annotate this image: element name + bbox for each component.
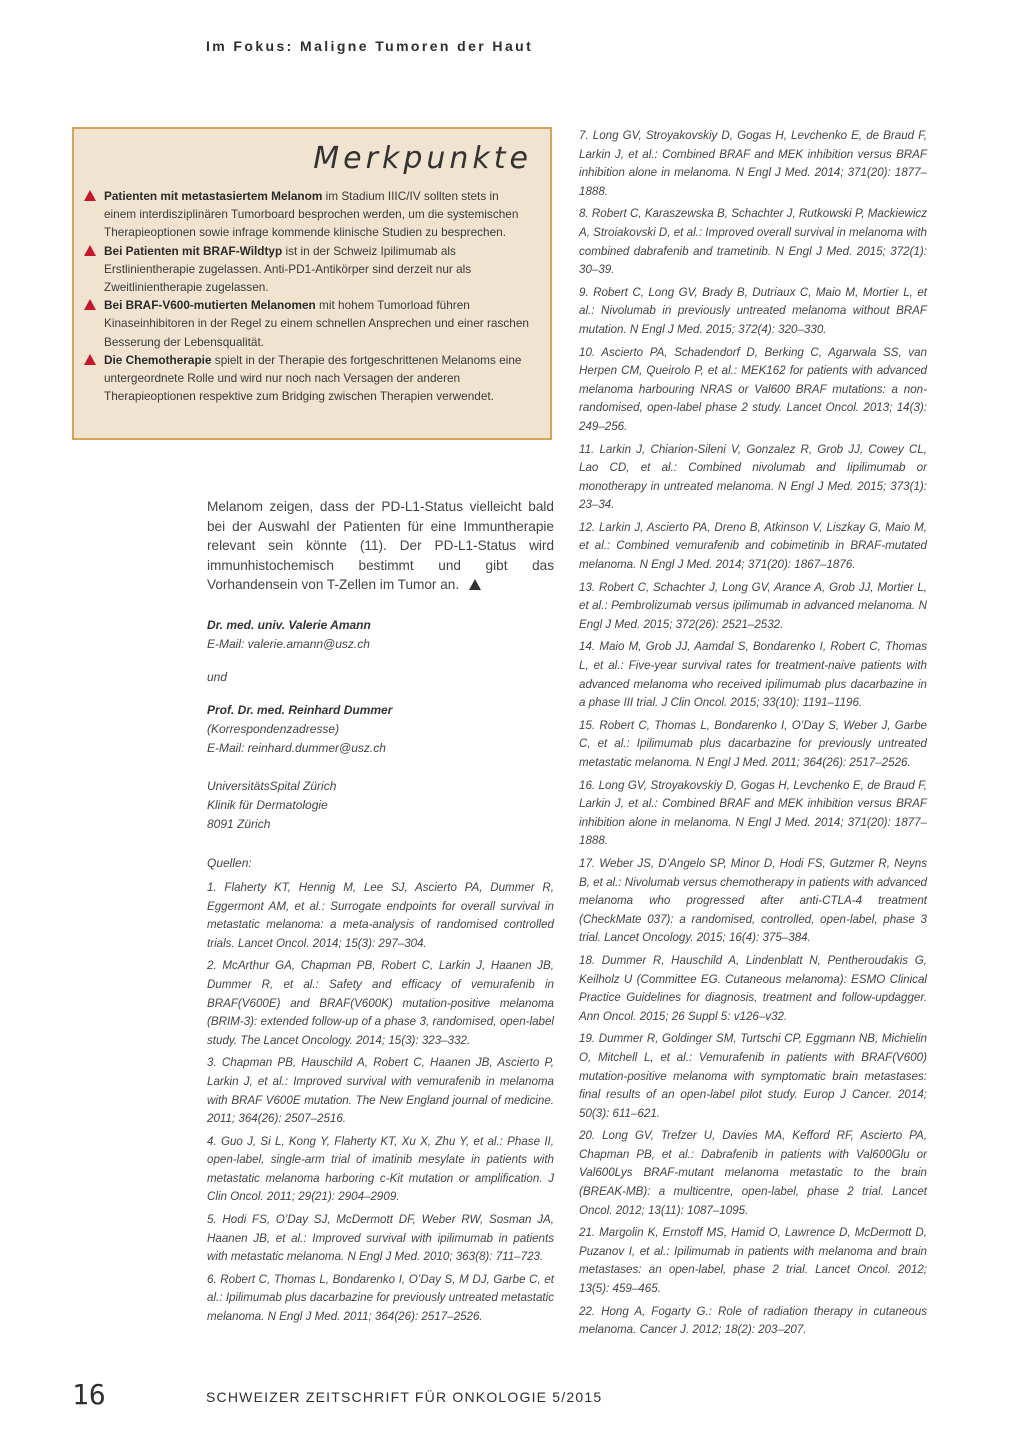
key-points-title: Merkpunkte (313, 141, 532, 176)
reference-item: 15. Robert C, Thomas L, Bondarenko I, O’Day S, Weber J, Garbe C, et al.: Ipilimumab plus dacarbazine for previously untreated metastatic melanoma. N Engl J Med. 2011; 364(26): 2517–2526. (579, 718, 927, 769)
key-point-2-text: ist in der Schweiz Ipilimumab als Erstlinientherapie zugelassen. Anti-PD1-Antikörper sind derzeit nur als Zweitlinientherapie zugelassen. (104, 243, 472, 295)
triangle-bullet-icon (84, 354, 96, 365)
reference-item: 22. Hong A, Fogarty G.: Role of radiation therapy in cutaneous melanoma. Cancer J. 2012; 18(2): 203–207. (579, 1304, 927, 1337)
reference-item: 14. Maio M, Grob JJ, Aamdal S, Bondarenko I, Robert C, Thomas L, et al.: Five-year survival rates for treatment-naive patients with advanced melanoma who received ipilimumab plus dacarbazine in a phase III trial. J Clin Oncol. 2015; 33(10): 1191–1196. (579, 640, 927, 710)
key-point-3-lead: Bei BRAF-V600-mutierten Melanomen (104, 298, 316, 313)
references-heading: Quellen: (207, 855, 252, 870)
triangle-bullet-icon (84, 245, 96, 256)
author-1-name: Dr. med. univ. Valerie Amann (207, 617, 371, 632)
key-point-2 (84, 242, 532, 297)
end-of-article-icon (469, 579, 481, 590)
reference-item: 12. Larkin J, Ascierto PA, Dreno B, Atkinson V, Liszkay G, Maio M, et al.: Combined vemurafenib and cobimetinib in BRAF-mutated melanoma. N Engl J Med. 2014; 371(20): 1867–1876. (579, 520, 927, 572)
triangle-bullet-icon (84, 299, 96, 310)
key-point-1 (84, 187, 532, 242)
reference-item: 10. Ascierto PA, Schadendorf D, Berking C, Agarwala SS, van Herpen CM, Queirolo P, et al.: MEK162 for patients with advanced melanoma harbouring NRAS or Val600 BRAF mutations: a non-randomised, open-label phase 2 study. Lancet Oncol. 2013; 14(3): 249–256. (579, 345, 927, 433)
key-point-4 (84, 351, 532, 406)
reference-item: 16. Long GV, Stroyakovskiy D, Gogas H, Levchenko E, de Braud F, Larkin J, et al.: Combined BRAF and MEK inhibition versus BRAF inhibition alone in melanoma. N Engl J Med. 2014; 371(20): 1877–1888. (579, 778, 927, 848)
author-2-name: Prof. Dr. med. Reinhard Dummer (207, 702, 393, 717)
journal-footer: SCHWEIZER ZEITSCHRIFT FÜR ONKOLOGIE 5/2015 (206, 1389, 603, 1405)
key-point-1-lead: Patienten mit metastasiertem Melanom (104, 189, 323, 203)
key-point-4-lead: Die Chemotherapie (104, 352, 212, 367)
reference-item: 11. Larkin J, Chiarion-Sileni V, Gonzalez R, Grob JJ, Cowey CL, Lao CD, et al.: Combined nivolumab and Iipilimumab or monotherapy in untreated melanoma. N Engl J Med. 2015; 373(1): 23–34. (579, 442, 927, 512)
reference-item: 7. Long GV, Stroyakovskiy D, Gogas H, Levchenko E, de Braud F, Larkin J, et al.: Combined BRAF and MEK inhibition versus BRAF inhibition alone in melanoma. N Engl J Med. 2014; 371(20): 1877–1888. (579, 129, 927, 198)
institution-line: 8091 Zürich (207, 816, 271, 831)
reference-item: 20. Long GV, Trefzer U, Davies MA, Kefford RF, Ascierto PA, Chapman PB, et al.: Dabrafenib in patients with Val600Glu or Val600Lys BRAF-mutant melanoma metastatic to the brain (BREAK-MB): a multicentre, open-label, phase 2 trial. Lancet Oncol. 2012; 13(11): 1087–1095. (579, 1129, 927, 1217)
reference-item: 2. McArthur GA, Chapman PB, Robert C, Larkin J, Haanen JB, Dummer R, et al.: Safety and efficacy of vemurafenib in BRAF(V600E) and BRAF(V600K) mutation-positive melanoma (BRIM-3): extended follow-up of a phase 3, randomised, open-label study. The Lancet Oncology. 2014; 15(3): 323–332. (207, 959, 554, 1047)
key-point-1-text: im Stadium IIIC/IV sollten stets in einem interdisziplinären Tumorboard besprochen werden, um die systemischen Therapieoptionen sowie infrage kommende klinische Studien zu besprechen. (104, 189, 519, 240)
running-header: Im Fokus: Maligne Tumoren der Haut (206, 38, 534, 54)
reference-item: 13. Robert C, Schachter J, Long GV, Arance A, Grob JJ, Mortier L, et al.: Pembrolizumab versus ipilimumab in advanced melanoma. N Engl J Med. 2015; 372(26): 2521–2532. (579, 580, 927, 631)
middle-column (207, 497, 554, 1331)
reference-item: 18. Dummer R, Hauschild A, Lindenblatt N, Pentheroudakis G, Keilholz U (Committee EG. Cutaneous melanoma): ESMO Clinical Practice Guidelines for diagnosis, treatment and follow-updagger. Ann Oncol. 2015; 26 Suppl 5: v126–v32. (579, 953, 927, 1023)
reference-item: 8. Robert C, Karaszewska B, Schachter J, Rutkowski P, Mackiewicz A, Stroiakovski D, et al.: Improved overall survival in melanoma with combined dabrafenib and trametinib. N Engl J Med. 2015; 372(1): 30–39. (579, 207, 927, 277)
reference-item: 1. Flaherty KT, Hennig M, Lee SJ, Ascierto PA, Dummer R, Eggermont AM, et al.: Surrogate endpoints for overall survival in metastatic melanoma: a meta-analysis of randomised controlled trials. Lancet Oncol. 2014; 15(3): 297–304. (207, 880, 554, 950)
reference-item: 6. Robert C, Thomas L, Bondarenko I, O’Day S, M DJ, Garbe C, et al.: Ipilimumab plus dacarbazine for previously untreated metastatic melanoma. N Engl J Med. 2011; 364(26): 2517–2526. (207, 1272, 554, 1324)
reference-item: 19. Dummer R, Goldinger SM, Turtschi CP, Eggmann NB, Michielin O, Mitchell L, et al.: Vemurafenib in patients with BRAF(V600) mutation-positive melanoma with symptomatic brain metastases: final results of an open-label pilot study. Europ J Cancer. 2014; 50(3): 611–621. (579, 1032, 927, 1120)
key-point-3 (84, 296, 532, 351)
key-points-box (72, 127, 552, 440)
body-paragraph-text: Melanom zeigen, dass der PD-L1-Status vielleicht bald bei der Auswahl der Patienten für eine Immuntherapie relevant sein könnte (11). Der PD-L1-Status wird immunhistochemisch bestimmt und gibt das Vorhandensein von T-Zellen im Tumor an. (207, 499, 554, 593)
reference-item: 4. Guo J, Si L, Kong Y, Flaherty KT, Xu X, Zhu Y, et al.: Phase II, open-label, single-arm trial of imatinib mesylate in patients with metastatic melanoma harboring c-Kit mutation or amplification. J Clin Oncol. 2011; 29(21): 2904–2909. (207, 1134, 554, 1204)
right-column-references (579, 127, 927, 1344)
key-point-2-lead: Bei Patienten mit BRAF-Wildtyp (104, 243, 283, 258)
author-2-email: E-Mail: reinhard.dummer@usz.ch (207, 740, 386, 755)
page-number: 16 (72, 1378, 106, 1411)
reference-item: 17. Weber JS, D’Angelo SP, Minor D, Hodi FS, Gutzmer R, Neyns B, et al.: Nivolumab versus chemotherapy in patients with advanced melanoma who progressed after anti-CTLA-4 treatment (CheckMate 037): a randomised, controlled, open-label, phase 3 trial. Lancet Oncology. 2015; 16(4): 375–384. (579, 856, 927, 945)
triangle-bullet-icon (84, 190, 96, 201)
institution-line: Klinik für Dermatologie (207, 797, 328, 812)
author-2-note: (Korrespondenzadresse) (207, 721, 340, 736)
reference-item: 21. Margolin K, Ernstoff MS, Hamid O, Lawrence D, McDermott D, Puzanov I, et al.: Ipilimumab in patients with melanoma and brain metastases: an open-label, phase 2 trial. Lancet Oncol. 2012; 13(5): 459–465. (579, 1226, 927, 1296)
reference-item: 3. Chapman PB, Hauschild A, Robert C, Haanen JB, Ascierto P, Larkin J, et al.: Improved survival with vemurafenib in melanoma with BRAF V600E mutation. The New England journal of medicine. 2011; 364(26): 2507–2516. (207, 1056, 554, 1126)
key-point-3-text: mit hohem Tumorload führen Kinaseinhibitoren in der Regel zu einem schnellen Ansprechen und einer raschen Besserung der Lebensqualität. (104, 298, 529, 349)
reference-item: 9. Robert C, Long GV, Brady B, Dutriaux C, Maio M, Mortier L, et al.: Nivolumab in previously untreated melanoma without BRAF mutation. N Engl J Med. 2015; 372(4): 320–330. (579, 285, 927, 336)
institution-line: UniversitätsSpital Zürich (207, 778, 337, 793)
body-paragraph (207, 497, 554, 595)
key-point-4-text: spielt in der Therapie des fortgeschrittenen Melanoms eine untergeordnete Rolle und wird nur noch nach Versagen der anderen Therapieoptionen respektive zum Bridging zwischen Therapien verwendet. (104, 352, 522, 404)
reference-item: 5. Hodi FS, O’Day SJ, McDermott DF, Weber RW, Sosman JA, Haanen JB, et al.: Improved survival with ipilimumab in patients with metastatic melanoma. N Engl J Med. 2010; 363(8): 711–723. (207, 1213, 554, 1264)
authors-and: und (207, 669, 228, 684)
author-1-email: E-Mail: valerie.amann@usz.ch (207, 636, 370, 651)
